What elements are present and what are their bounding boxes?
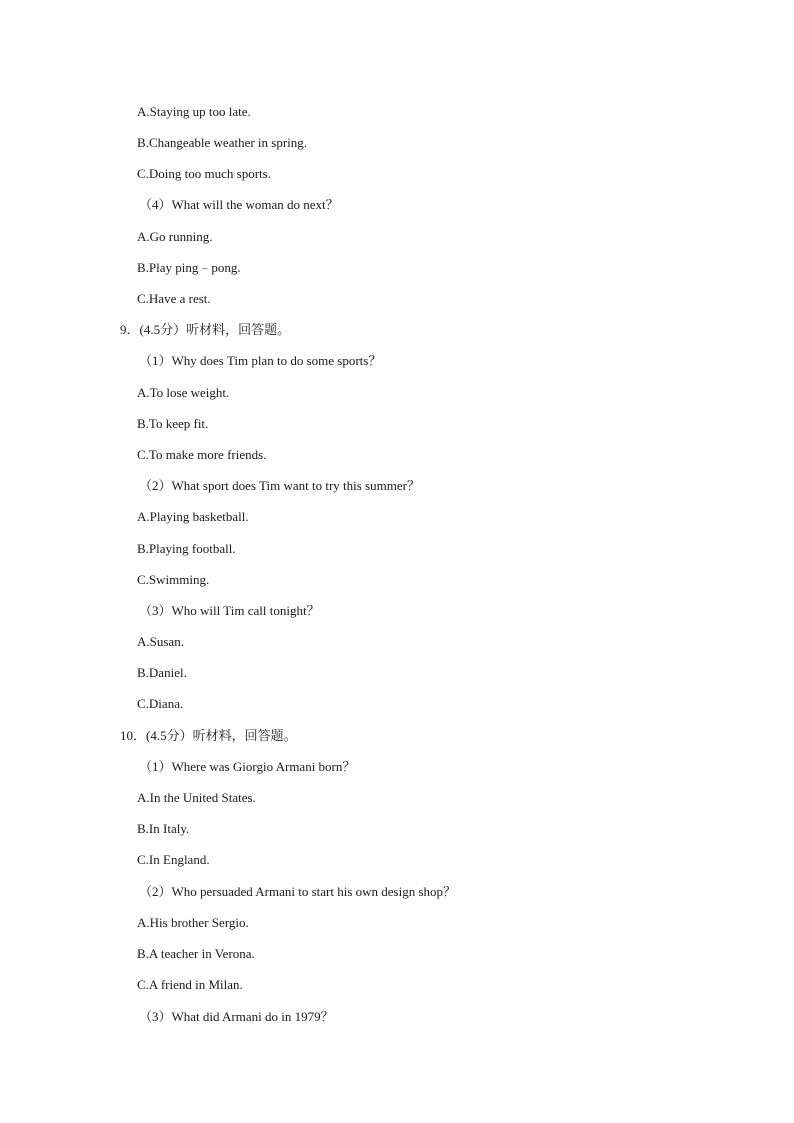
q8-option-3b: B.Changeable weather in spring. bbox=[137, 135, 308, 150]
q9-option-1c: C.To make more friends. bbox=[137, 447, 267, 462]
q9-option-2b: B.Playing football. bbox=[137, 541, 236, 556]
q9-subquestion-2: （2）What sport does Tim want to try this summer？ bbox=[139, 478, 420, 493]
q9-option-3a: A.Susan. bbox=[137, 634, 184, 649]
q8-option-3c: C.Doing too much sports. bbox=[137, 166, 271, 181]
q8-option-3a: A.Staying up too late. bbox=[137, 104, 251, 119]
q8-subquestion-4: （4）What will the woman do next？ bbox=[139, 197, 339, 212]
q9-option-2a: A.Playing basketball. bbox=[137, 509, 249, 524]
q10-option-2c: C.A friend in Milan. bbox=[137, 977, 243, 992]
q9-subquestion-3: （3）Who will Tim call tonight？ bbox=[139, 603, 320, 618]
q8-option-4c: C.Have a rest. bbox=[137, 291, 211, 306]
q10-option-1a: A.In the United States. bbox=[137, 790, 256, 805]
q8-option-4a: A.Go running. bbox=[137, 229, 213, 244]
q10-option-1b: B.In Italy. bbox=[137, 821, 190, 836]
q10-subquestion-1: （1）Where was Giorgio Armani born？ bbox=[139, 759, 356, 774]
q9-option-1b: B.To keep fit. bbox=[137, 416, 209, 431]
q9-option-3c: C.Diana. bbox=[137, 696, 184, 711]
q9-header: 9．(4.5分）听材料，回答题。 bbox=[120, 322, 291, 337]
q9-option-1a: A.To lose weight. bbox=[137, 385, 230, 400]
q8-option-4b: B.Play ping﹣pong. bbox=[137, 260, 241, 275]
q10-subquestion-2: （2）Who persuaded Armani to start his own design shop？ bbox=[139, 884, 457, 899]
q10-subquestion-3: （3）What did Armani do in 1979？ bbox=[139, 1009, 334, 1024]
q10-header: 10．(4.5分）听材料，回答题。 bbox=[120, 728, 297, 743]
q10-option-2a: A.His brother Sergio. bbox=[137, 915, 249, 930]
q9-option-3b: B.Daniel. bbox=[137, 665, 187, 680]
q10-option-2b: B.A teacher in Verona. bbox=[137, 946, 255, 961]
q9-option-2c: C.Swimming. bbox=[137, 572, 210, 587]
q10-option-1c: C.In England. bbox=[137, 852, 210, 867]
q9-subquestion-1: （1）Why does Tim plan to do some sports？ bbox=[139, 353, 382, 368]
